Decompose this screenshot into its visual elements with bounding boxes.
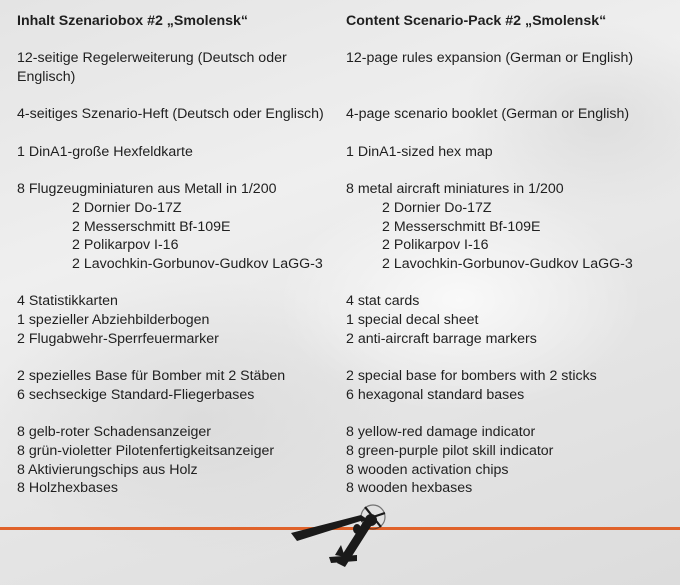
english-item: 4 stat cards <box>346 293 420 310</box>
spacer <box>17 31 337 50</box>
german-item: 8 gelb-roter Schadensanzeiger <box>17 424 212 441</box>
spacer <box>17 274 337 293</box>
spacer <box>17 87 337 106</box>
english-item: 2 special base for bombers with 2 sticks <box>346 368 597 385</box>
german-item: 8 Holzhexbases <box>17 480 118 497</box>
english-item: 1 special decal sheet <box>346 312 479 329</box>
english-aircraft-item: 2 Lavochkin-Gorbunov-Gudkov LaGG-3 <box>382 256 633 273</box>
spacer <box>17 124 337 143</box>
english-aircraft-item: 2 Dornier Do-17Z <box>382 199 492 216</box>
spacer <box>17 349 337 368</box>
german-item: 2 spezielles Base für Bomber mit 2 Stäben <box>17 368 286 385</box>
german-item: 1 DinA1-große Hexfeldkarte <box>17 143 193 160</box>
german-contents-column <box>17 12 337 498</box>
spacer <box>346 68 676 87</box>
english-item: 1 DinA1-sized hex map <box>346 143 493 160</box>
german-item: 1 spezieller Abziehbilderbogen <box>17 312 210 329</box>
german-item: 2 Flugabwehr-Sperrfeuermarker <box>17 330 219 347</box>
english-title: Content Scenario-Pack #2 „Smolensk“ <box>346 13 607 29</box>
german-item: Englisch) <box>17 69 76 86</box>
german-aircraft-item: 2 Messerschmitt Bf-109E <box>72 218 231 235</box>
spacer <box>346 87 676 106</box>
spacer <box>17 162 337 181</box>
english-item: 8 yellow-red damage indicator <box>346 424 536 441</box>
english-contents-column <box>346 12 676 498</box>
spacer <box>346 162 676 181</box>
spacer <box>346 405 676 424</box>
english-item: 8 wooden hexbases <box>346 480 473 497</box>
spacer <box>346 274 676 293</box>
spacer <box>17 405 337 424</box>
fighter-plane-silhouette-icon <box>287 499 387 585</box>
english-aircraft-item: 2 Polikarpov I-16 <box>382 237 489 254</box>
german-item: 4-seitiges Szenario-Heft (Deutsch oder Englisch) <box>17 106 324 123</box>
spacer <box>346 124 676 143</box>
spacer <box>346 349 676 368</box>
german-aircraft-item: 2 Lavochkin-Gorbunov-Gudkov LaGG-3 <box>72 256 323 273</box>
english-item: 8 green-purple pilot skill indicator <box>346 443 554 460</box>
german-item: 4 Statistikkarten <box>17 293 118 310</box>
german-title: Inhalt Szenariobox #2 „Smolensk“ <box>17 13 249 29</box>
german-item: 12-seitige Regelerweiterung (Deutsch oder <box>17 50 287 67</box>
english-item: 2 anti-aircraft barrage markers <box>346 330 537 347</box>
english-item: 8 metal aircraft miniatures in 1/200 <box>346 181 564 198</box>
german-item: 6 sechseckige Standard-Fliegerbases <box>17 386 255 403</box>
spacer <box>346 31 676 50</box>
german-item: 8 Aktivierungschips aus Holz <box>17 461 198 478</box>
english-item: 6 hexagonal standard bases <box>346 386 525 403</box>
english-item: 12-page rules expansion (German or English) <box>346 50 634 67</box>
german-aircraft-item: 2 Dornier Do-17Z <box>72 199 182 216</box>
german-item: 8 grün-violetter Pilotenfertigkeitsanzeiger <box>17 443 275 460</box>
english-item: 8 wooden activation chips <box>346 461 509 478</box>
english-aircraft-item: 2 Messerschmitt Bf-109E <box>382 218 541 235</box>
german-item: 8 Flugzeugminiaturen aus Metall in 1/200 <box>17 181 277 198</box>
german-aircraft-item: 2 Polikarpov I-16 <box>72 237 179 254</box>
english-item: 4-page scenario booklet (German or English) <box>346 106 630 123</box>
